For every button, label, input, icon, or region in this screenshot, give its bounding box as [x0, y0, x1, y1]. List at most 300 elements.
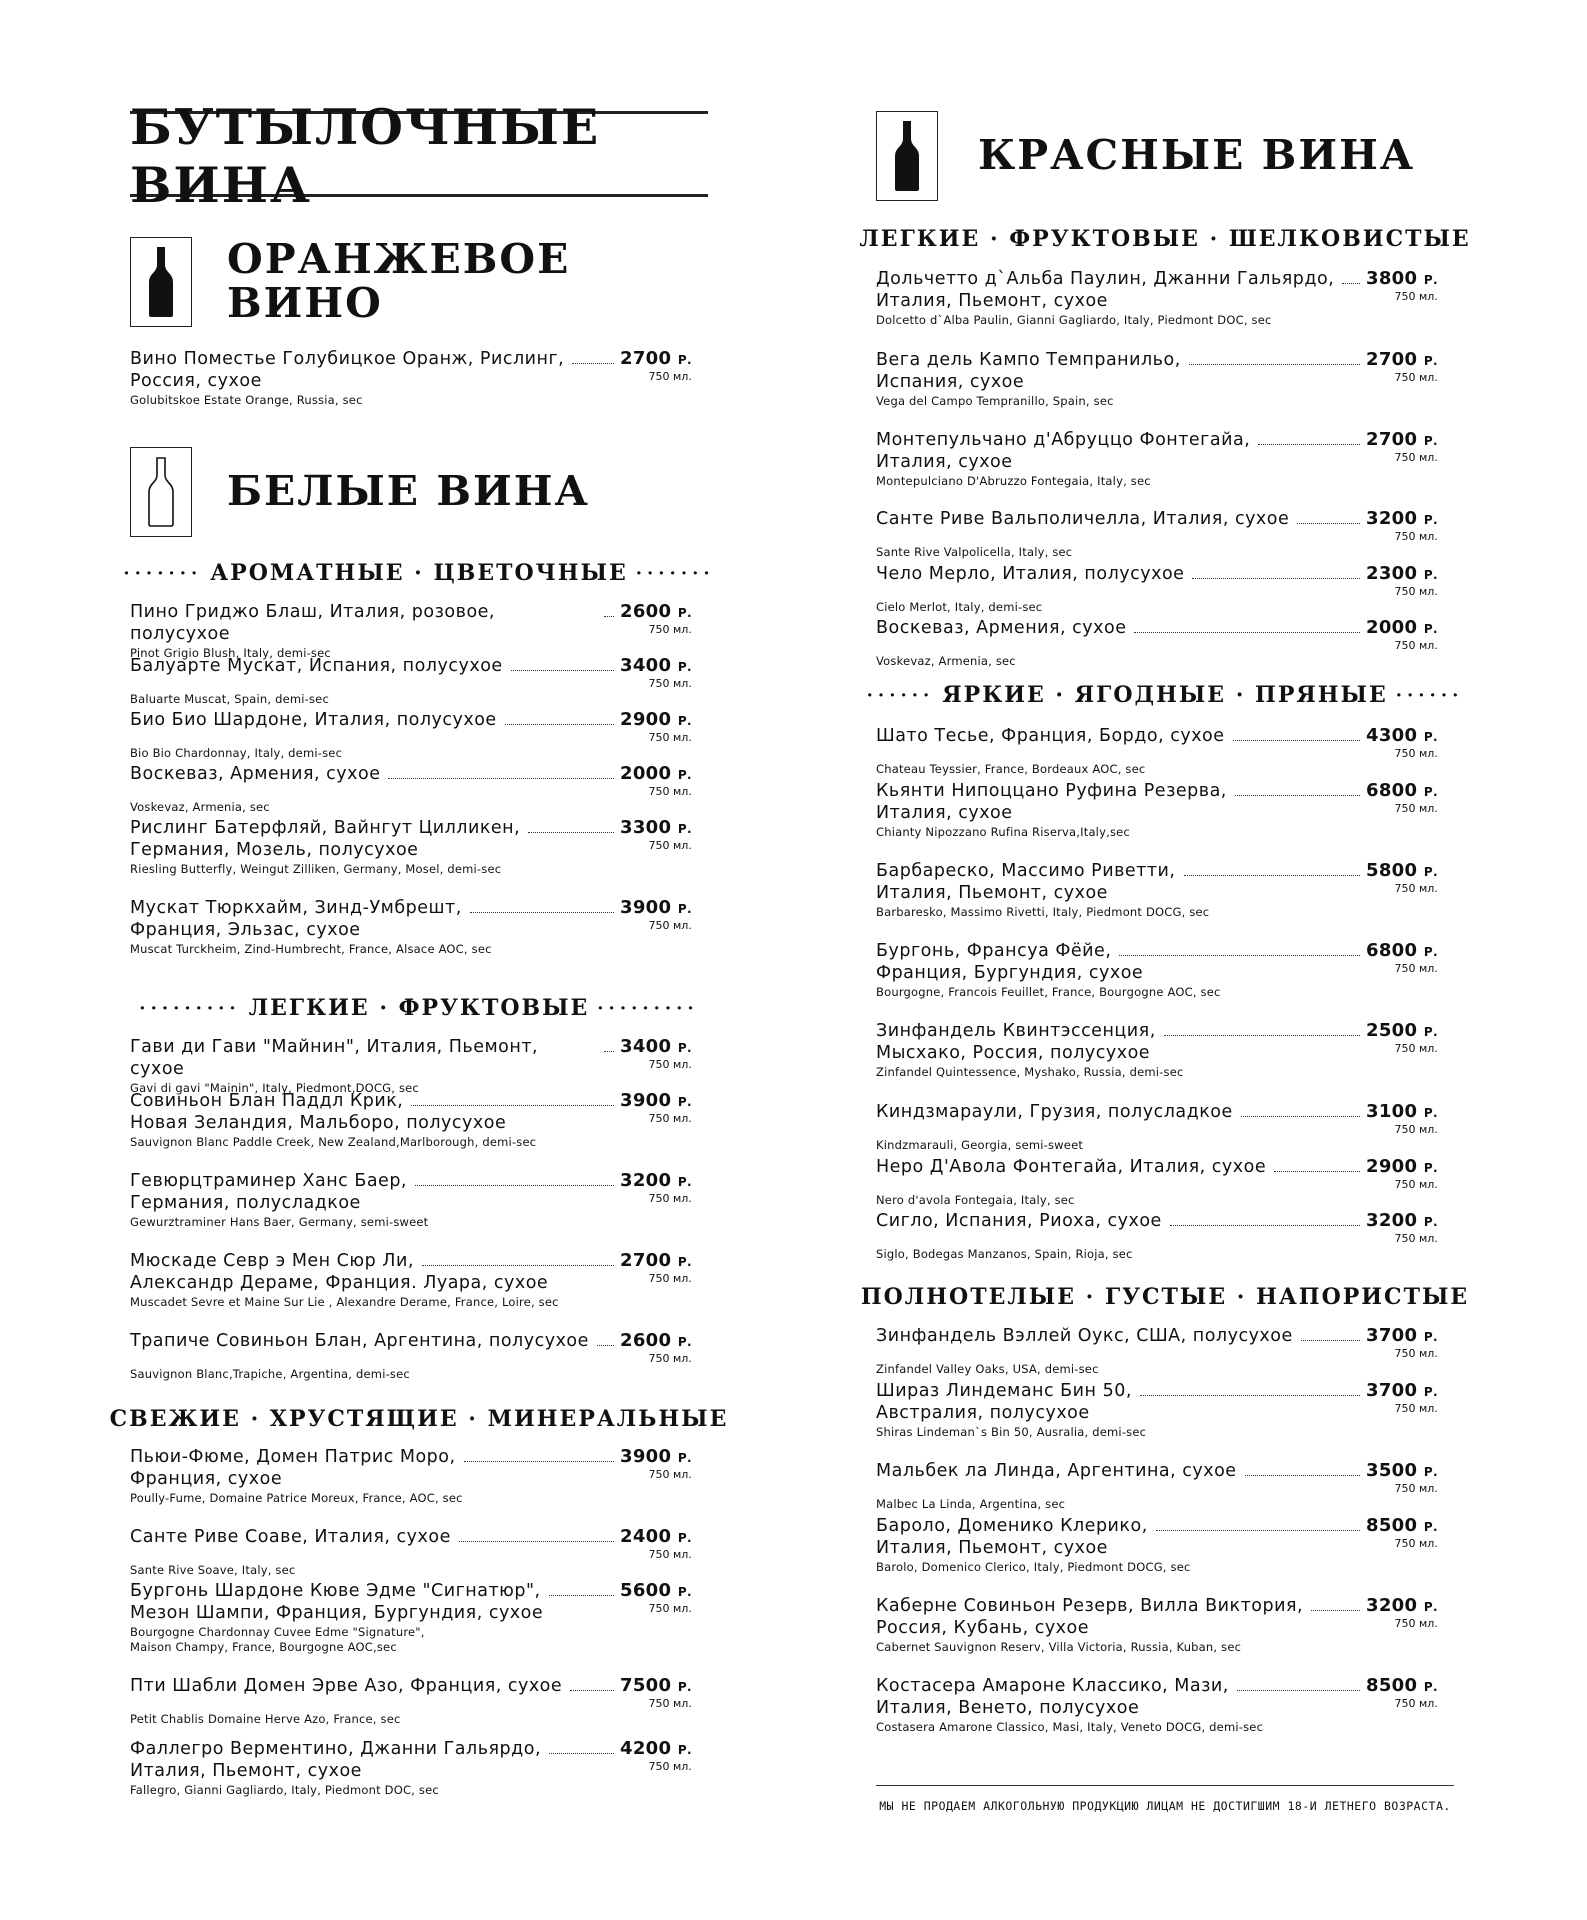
- wine-volume: 750 мл.: [648, 839, 692, 852]
- price-block: [1366, 617, 1438, 653]
- wine-name-line: [876, 940, 1366, 962]
- currency: Р.: [677, 606, 692, 620]
- wine-name-text: Вега дель Кампо Темпранильо,: [876, 350, 1181, 370]
- wine-volume: 750 мл.: [1394, 1178, 1438, 1191]
- price-block: [1366, 1210, 1438, 1246]
- wine-item: [130, 1526, 708, 1578]
- currency: Р.: [677, 1095, 692, 1109]
- wine-name-text: Чело Мерло, Италия, полусухое: [876, 564, 1185, 584]
- price-value: 6800: [1366, 940, 1424, 961]
- price-value: 3500: [1366, 1460, 1424, 1481]
- wine-name-line: [130, 1036, 620, 1080]
- wine-price: [1366, 508, 1438, 531]
- wine-name-text: Воскеваз, Армения, сухое: [130, 764, 381, 784]
- currency: Р.: [1423, 785, 1438, 799]
- wine-name: [876, 1325, 1366, 1347]
- wine-item: [130, 1250, 708, 1310]
- wine-name-line: Франция, Бургундия, сухое: [876, 963, 1144, 983]
- currency: Р.: [677, 1743, 692, 1757]
- wine-name-english: Bourgogne, Francois Feuillet, France, Bourgogne AOC, sec: [876, 985, 1221, 999]
- wine-name-line: [876, 1156, 1366, 1178]
- price-value: 4200: [620, 1738, 678, 1759]
- wine-name-text: Кьянти Нипоццано Руфина Резерва,: [876, 781, 1227, 801]
- wine-name-english: Nero d'avola Fontegaia, Italy, sec: [876, 1193, 1075, 1207]
- wine-name-text: Шато Тесье, Франция, Бордо, сухое: [876, 726, 1225, 746]
- price-block: [1366, 725, 1438, 761]
- wine-volume: 750 мл.: [648, 677, 692, 690]
- wine-price: [620, 1738, 692, 1761]
- wine-item: [876, 617, 1454, 669]
- wine-row: [876, 1210, 1454, 1246]
- wine-name: [130, 1738, 620, 1782]
- wine-name-text: Вино Поместье Голубицкое Оранж, Рислинг,: [130, 349, 565, 369]
- wine-row: [130, 1250, 708, 1294]
- wine-name-line: [876, 1101, 1366, 1123]
- wine-price: [620, 817, 692, 840]
- price-value: 2300: [1366, 563, 1424, 584]
- wine-name: [130, 1446, 620, 1490]
- price-block: [1366, 508, 1438, 544]
- price-value: 5800: [1366, 860, 1424, 881]
- wine-row: [876, 1020, 1454, 1064]
- wine-name-line: [876, 780, 1366, 802]
- currency: Р.: [1423, 273, 1438, 287]
- dotted-leader: [1140, 1395, 1360, 1396]
- currency: Р.: [1423, 1520, 1438, 1534]
- wine-name: [876, 349, 1366, 393]
- currency: Р.: [1423, 1385, 1438, 1399]
- wine-item: [130, 709, 708, 761]
- wine-name: [876, 617, 1366, 639]
- dotted-leader: [1241, 1116, 1360, 1117]
- wine-name: [130, 601, 620, 645]
- dots-decoration: ·······: [123, 562, 203, 584]
- wine-name-text: Мальбек ла Линда, Аргентина, сухое: [876, 1461, 1237, 1481]
- wine-item: [876, 268, 1454, 328]
- wine-name-line: Италия, сухое: [876, 803, 1013, 823]
- wine-price: [1366, 349, 1438, 372]
- price-value: 2700: [620, 348, 678, 369]
- wine-name: [130, 817, 620, 861]
- wine-row: [130, 348, 708, 392]
- wine-price: [620, 1036, 692, 1059]
- wine-row: [130, 1738, 708, 1782]
- dotted-leader: [505, 724, 614, 725]
- price-value: 3400: [620, 1036, 678, 1057]
- bottle-outline-icon: [130, 447, 192, 537]
- wine-volume: 750 мл.: [1394, 1697, 1438, 1710]
- wine-name-english: Sauvignon Blanc Paddle Creek, New Zealand,Marlborough, demi-sec: [130, 1135, 537, 1149]
- wine-volume: 750 мл.: [1394, 1123, 1438, 1136]
- wine-price: [1366, 1325, 1438, 1348]
- dotted-leader: [511, 670, 614, 671]
- wine-row: [876, 268, 1454, 312]
- wine-name-text: Неро Д'Авола Фонтегайа, Италия, сухое: [876, 1157, 1267, 1177]
- price-value: 2900: [1366, 1156, 1424, 1177]
- wine-item: [130, 1330, 708, 1382]
- wine-item: [130, 1036, 708, 1096]
- wine-name-english: Sante Rive Valpolicella, Italy, sec: [876, 545, 1073, 559]
- wine-name-english: Cielo Merlot, Italy, demi-sec: [876, 600, 1043, 614]
- wine-name-english: Zinfandel Quintessence, Myshako, Russia, demi-sec: [876, 1065, 1184, 1079]
- price-value: 2000: [1366, 617, 1424, 638]
- dotted-leader: [1164, 1035, 1360, 1036]
- wine-price: [620, 1580, 692, 1603]
- wine-price: [620, 1446, 692, 1469]
- wine-price: [1366, 1020, 1438, 1043]
- wine-name: [876, 860, 1366, 904]
- price-value: 3200: [1366, 1595, 1424, 1616]
- currency: Р.: [1423, 945, 1438, 959]
- wine-name: [130, 763, 620, 785]
- price-block: [620, 709, 692, 745]
- dotted-leader: [459, 1541, 614, 1542]
- dotted-leader: [572, 363, 614, 364]
- wine-volume: 750 мл.: [648, 1112, 692, 1125]
- wine-name-line: [876, 860, 1366, 882]
- wine-name: [876, 1210, 1366, 1232]
- wine-item: [876, 1325, 1454, 1377]
- currency: Р.: [677, 1041, 692, 1055]
- section-subheader: [859, 226, 1471, 252]
- price-block: [1366, 563, 1438, 599]
- wine-name-text: Гави ди Гави "Майнин", Италия, Пьемонт, сухое: [130, 1037, 539, 1079]
- currency: Р.: [1423, 1025, 1438, 1039]
- price-block: [1366, 1156, 1438, 1192]
- wine-row: [130, 1090, 708, 1134]
- wine-name-text: Пьюи-Фюме, Домен Патрис Моро,: [130, 1447, 456, 1467]
- price-value: 2000: [620, 763, 678, 784]
- wine-name-text: Санте Риве Вальполичелла, Италия, сухое: [876, 509, 1290, 529]
- price-value: 3700: [1366, 1325, 1424, 1346]
- wine-name-english: Golubitskoe Estate Orange, Russia, sec: [130, 393, 363, 407]
- dotted-leader: [415, 1185, 614, 1186]
- wine-item: [876, 1380, 1454, 1440]
- price-block: [1366, 860, 1438, 896]
- wine-item: [876, 940, 1454, 1000]
- currency: Р.: [677, 1585, 692, 1599]
- section-subheader: [866, 682, 1464, 708]
- wine-item: [876, 508, 1454, 560]
- wine-item: [876, 429, 1454, 489]
- price-block: [620, 1170, 692, 1206]
- price-block: [620, 1090, 692, 1126]
- wine-item: [876, 1675, 1454, 1735]
- currency: Р.: [677, 1175, 692, 1189]
- price-value: 2600: [620, 1330, 678, 1351]
- wine-name-english: Bourgogne Chardonnay Cuvee Edme "Signature", Maison Champy, France, Bourgogne AOC,sec: [130, 1625, 425, 1654]
- wine-volume: 750 мл.: [1394, 1347, 1438, 1360]
- wine-name-text: Трапиче Совиньон Блан, Аргентина, полусухое: [130, 1331, 589, 1351]
- price-value: 3200: [1366, 508, 1424, 529]
- wine-item: [876, 860, 1454, 920]
- wine-name-line: [876, 268, 1366, 290]
- wine-item: [876, 563, 1454, 615]
- dotted-leader: [388, 778, 614, 779]
- price-block: [620, 897, 692, 933]
- wine-name: [876, 563, 1366, 585]
- wine-volume: 750 мл.: [648, 919, 692, 932]
- price-block: [1366, 940, 1438, 976]
- wine-name-line: Италия, Пьемонт, сухое: [130, 1761, 362, 1781]
- dotted-leader: [1342, 283, 1360, 284]
- wine-price: [1366, 1210, 1438, 1233]
- wine-row: [130, 709, 708, 745]
- wine-name-line: Италия, сухое: [876, 452, 1013, 472]
- category-white: [130, 447, 590, 537]
- wine-volume: 750 мл.: [1394, 639, 1438, 652]
- price-block: [620, 1446, 692, 1482]
- wine-name-line: [130, 1738, 620, 1760]
- wine-name-text: Гевюрцтраминер Ханс Баер,: [130, 1171, 407, 1191]
- dotted-leader: [1170, 1225, 1360, 1226]
- dotted-leader: [604, 1051, 614, 1052]
- wine-name: [130, 897, 620, 941]
- wine-name: [876, 268, 1366, 312]
- currency: Р.: [677, 1531, 692, 1545]
- wine-price: [1366, 429, 1438, 452]
- wine-row: [876, 1515, 1454, 1559]
- dotted-leader: [1156, 1530, 1360, 1531]
- wine-row: [876, 940, 1454, 984]
- dotted-leader: [549, 1595, 614, 1596]
- price-value: 2700: [1366, 349, 1424, 370]
- wine-volume: 750 мл.: [648, 1468, 692, 1481]
- currency: Р.: [677, 353, 692, 367]
- wine-name: [876, 1101, 1366, 1123]
- wine-name-text: Киндзмараули, Грузия, полусладкое: [876, 1102, 1233, 1122]
- currency: Р.: [1423, 568, 1438, 582]
- section-subheader-title: ЛЕГКИЕ · ФРУКТОВЫЕ: [248, 995, 590, 1021]
- wine-name-line: Мезон Шампи, Франция, Бургундия, сухое: [130, 1603, 544, 1623]
- wine-volume: 750 мл.: [1394, 1232, 1438, 1245]
- wine-name: [130, 1036, 620, 1080]
- wine-name: [130, 1580, 620, 1624]
- wine-name: [130, 655, 620, 677]
- wine-name-english: Fallegro, Gianni Gagliardo, Italy, Piedmont DOC, sec: [130, 1783, 439, 1797]
- category-title: КРАСНЫЕ ВИНА: [978, 131, 1416, 180]
- dotted-leader: [1301, 1340, 1360, 1341]
- dotted-leader: [549, 1753, 614, 1754]
- wine-row: [876, 780, 1454, 824]
- wine-name: [130, 709, 620, 731]
- wine-row: [876, 349, 1454, 393]
- wine-price: [1366, 617, 1438, 640]
- price-block: [1366, 780, 1438, 816]
- wine-name-text: Мюскаде Севр э Мен Сюр Ли,: [130, 1251, 414, 1271]
- wine-price: [620, 897, 692, 920]
- wine-name-line: [876, 1595, 1366, 1617]
- wine-name-text: Сигло, Испания, Риоха, сухое: [876, 1211, 1162, 1231]
- wine-item: [130, 897, 708, 957]
- wine-item: [130, 763, 708, 815]
- wine-row: [130, 763, 708, 799]
- price-value: 3900: [620, 1446, 678, 1467]
- wine-row: [876, 508, 1454, 544]
- wine-price: [620, 763, 692, 786]
- wine-name-line: Франция, Эльзас, сухое: [130, 920, 361, 940]
- wine-name-line: [876, 563, 1366, 585]
- wine-name-english: Cabernet Sauvignon Reserv, Villa Victoria, Russia, Kuban, sec: [876, 1640, 1242, 1654]
- price-block: [620, 817, 692, 853]
- category-title: БЕЛЫЕ ВИНА: [227, 467, 590, 516]
- wine-row: [876, 1675, 1454, 1719]
- wine-name-text: Костасера Амароне Классико, Мази,: [876, 1676, 1229, 1696]
- price-value: 3400: [620, 655, 678, 676]
- wine-name-english: Siglo, Bodegas Manzanos, Spain, Rioja, sec: [876, 1247, 1133, 1261]
- wine-name-line: Мысхако, Россия, полусухое: [876, 1043, 1151, 1063]
- bottle-filled-icon: [130, 237, 192, 327]
- wine-row: [876, 860, 1454, 904]
- wine-volume: 750 мл.: [648, 785, 692, 798]
- wine-name-english: Sauvignon Blanc,Trapiche, Argentina, demi-sec: [130, 1367, 410, 1381]
- wine-name-english: Baluarte Muscat, Spain, demi-sec: [130, 692, 329, 706]
- wine-name-line: [130, 1170, 620, 1192]
- currency: Р.: [1423, 354, 1438, 368]
- wine-name-line: [130, 348, 620, 370]
- wine-item: [876, 725, 1454, 777]
- page-title: БУТЫЛОЧНЫЕ ВИНА: [130, 111, 708, 197]
- wine-name-english: Gewurztraminer Hans Baer, Germany, semi-sweet: [130, 1215, 429, 1229]
- dotted-leader: [422, 1265, 614, 1266]
- wine-name-text: Зинфандель Вэллей Оукс, США, полусухое: [876, 1326, 1293, 1346]
- price-block: [1366, 268, 1438, 304]
- price-value: 2500: [1366, 1020, 1424, 1041]
- wine-price: [1366, 860, 1438, 883]
- price-value: 8500: [1366, 1675, 1424, 1696]
- wine-name-line: [130, 1526, 620, 1548]
- wine-row: [130, 1330, 708, 1366]
- wine-price: [1366, 940, 1438, 963]
- wine-price: [1366, 1380, 1438, 1403]
- dotted-leader: [528, 832, 614, 833]
- wine-volume: 750 мл.: [1394, 371, 1438, 384]
- price-value: 3700: [1366, 1380, 1424, 1401]
- wine-row: [130, 1526, 708, 1562]
- wine-price: [620, 1330, 692, 1353]
- wine-item: [876, 1020, 1454, 1080]
- wine-row: [876, 1460, 1454, 1496]
- price-value: 3900: [620, 1090, 678, 1111]
- wine-price: [1366, 1460, 1438, 1483]
- wine-name-english: Muscadet Sevre et Maine Sur Lie , Alexandre Derame, France, Loire, sec: [130, 1295, 559, 1309]
- price-block: [1366, 1325, 1438, 1361]
- wine-volume: 750 мл.: [648, 1548, 692, 1561]
- wine-name: [876, 1460, 1366, 1482]
- price-value: 2700: [620, 1250, 678, 1271]
- dotted-leader: [1235, 795, 1360, 796]
- dots-decoration: ······: [866, 684, 935, 706]
- currency: Р.: [677, 1451, 692, 1465]
- wine-name-line: Испания, сухое: [876, 372, 1025, 392]
- wine-volume: 750 мл.: [648, 1058, 692, 1071]
- wine-item: [876, 1595, 1454, 1655]
- dotted-leader: [1311, 1610, 1360, 1611]
- price-value: 2600: [620, 601, 678, 622]
- wine-name-line: [876, 725, 1366, 747]
- category-orange: [130, 237, 570, 327]
- wine-row: [876, 1156, 1454, 1192]
- wine-row: [876, 725, 1454, 761]
- wine-name-english: Montepulciano D'Abruzzo Fontegaia, Italy, sec: [876, 474, 1151, 488]
- price-block: [1366, 1595, 1438, 1631]
- wine-name-english: Vega del Campo Tempranillo, Spain, sec: [876, 394, 1114, 408]
- wine-name-english: Gavi di gavi "Mainin", Italy, Piedmont,DOCG, sec: [130, 1081, 419, 1095]
- wine-row: [876, 1380, 1454, 1424]
- wine-price: [1366, 1675, 1438, 1698]
- wine-name-line: [876, 1460, 1366, 1482]
- section-subheader: [860, 1284, 1470, 1310]
- wine-volume: 750 мл.: [1394, 585, 1438, 598]
- wine-name-text: Балуарте Мускат, Испания, полусухое: [130, 656, 503, 676]
- price-block: [1366, 1675, 1438, 1711]
- wine-row: [130, 655, 708, 691]
- wine-row: [876, 617, 1454, 653]
- dots-decoration: ·········: [139, 997, 241, 1019]
- currency: Р.: [1423, 730, 1438, 744]
- wine-name: [876, 508, 1366, 530]
- wine-name-line: Франция, сухое: [130, 1469, 283, 1489]
- dotted-leader: [411, 1105, 614, 1106]
- wine-name-line: [130, 1675, 620, 1697]
- price-block: [620, 348, 692, 384]
- wine-name-line: Германия, полусладкое: [130, 1193, 361, 1213]
- wine-name-english: Voskevaz, Armenia, sec: [130, 800, 270, 814]
- currency: Р.: [1423, 865, 1438, 879]
- wine-name-text: Мускат Тюркхайм, Зинд-Умбрешт,: [130, 898, 462, 918]
- age-disclaimer: МЫ НЕ ПРОДАЕМ АЛКОГОЛЬНУЮ ПРОДУКЦИЮ ЛИЦАМ НЕ ДОСТИГШИМ 18-И ЛЕТНЕГО ВОЗРАСТА.: [879, 1799, 1451, 1813]
- wine-price: [1366, 725, 1438, 748]
- price-block: [620, 1526, 692, 1562]
- wine-price: [620, 1675, 692, 1698]
- wine-name-line: Новая Зеландия, Мальборо, полусухое: [130, 1113, 507, 1133]
- section-subheader: [130, 995, 708, 1021]
- wine-name-line: [876, 1380, 1366, 1402]
- section-subheader-title: ПОЛНОТЕЛЫЕ · ГУСТЫЕ · НАПОРИСТЫЕ: [860, 1284, 1470, 1310]
- wine-name-english: Sante Rive Soave, Italy, sec: [130, 1563, 296, 1577]
- section-subheader: [123, 560, 715, 586]
- price-block: [620, 1036, 692, 1072]
- wine-name-english: Dolcetto d`Alba Paulin, Gianni Gagliardo, Italy, Piedmont DOC, sec: [876, 313, 1272, 327]
- price-value: 2700: [1366, 429, 1424, 450]
- wine-price: [620, 1090, 692, 1113]
- wine-name-text: Био Био Шардоне, Италия, полусухое: [130, 710, 497, 730]
- dotted-leader: [1189, 364, 1360, 365]
- currency: Р.: [677, 1255, 692, 1269]
- price-block: [620, 655, 692, 691]
- wine-price: [1366, 1595, 1438, 1618]
- wine-volume: 750 мл.: [648, 1697, 692, 1710]
- currency: Р.: [677, 1680, 692, 1694]
- wine-name-text: Барбареско, Массимо Риветти,: [876, 861, 1176, 881]
- wine-item: [876, 349, 1454, 409]
- wine-item: [130, 1170, 708, 1230]
- wine-name: [130, 1330, 620, 1352]
- dotted-leader: [1297, 523, 1360, 524]
- wine-name-text: Бургонь, Франсуа Фёйе,: [876, 941, 1112, 961]
- wine-volume: 750 мл.: [1394, 747, 1438, 760]
- wine-name-line: [876, 349, 1366, 371]
- wine-name-text: Шираз Линдеманс Бин 50,: [876, 1381, 1132, 1401]
- wine-price: [620, 601, 692, 624]
- wine-row: [876, 1325, 1454, 1361]
- wine-name-english: Bio Bio Chardonnay, Italy, demi-sec: [130, 746, 343, 760]
- price-value: 2900: [620, 709, 678, 730]
- wine-item: [876, 1210, 1454, 1262]
- wine-name-line: [130, 1330, 620, 1352]
- wine-item: [876, 1460, 1454, 1512]
- wine-price: [1366, 1515, 1438, 1538]
